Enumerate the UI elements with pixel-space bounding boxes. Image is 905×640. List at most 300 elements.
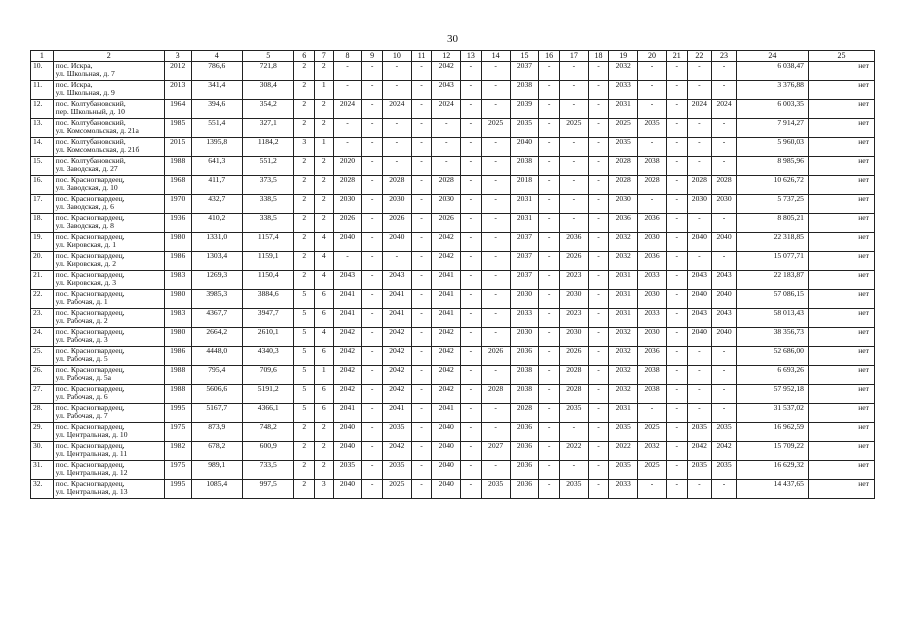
table-cell: 2042	[333, 385, 362, 404]
flag-cell: нет	[808, 100, 874, 119]
flag-cell: нет	[808, 176, 874, 195]
table-cell: -	[712, 214, 737, 233]
cost-cell: 15 077,71	[736, 252, 808, 271]
flag-cell: нет	[808, 404, 874, 423]
table-cell: 2042	[432, 366, 461, 385]
flag-cell: нет	[808, 271, 874, 290]
table-cell: 2024	[432, 100, 461, 119]
table-cell: -	[588, 100, 609, 119]
table-cell: 2025	[638, 423, 667, 442]
table-cell: 2	[294, 461, 315, 480]
table-cell: -	[411, 309, 432, 328]
cost-cell: 5 960,03	[736, 138, 808, 157]
address-line: пос. Красногвардеец,	[55, 384, 125, 393]
table-cell: 4340,3	[243, 347, 294, 366]
table-cell: -	[687, 385, 712, 404]
table-cell: -	[539, 461, 560, 480]
table-cell: 373,5	[243, 176, 294, 195]
table-cell: 709,6	[243, 366, 294, 385]
row-number: 28.	[31, 404, 54, 423]
table-cell: 2038	[510, 157, 539, 176]
table-cell: 2035	[559, 480, 588, 499]
table-cell: 2033	[638, 271, 667, 290]
table-cell: 5	[294, 347, 315, 366]
table-cell: 1986	[164, 252, 191, 271]
table-cell: -	[362, 252, 383, 271]
address-cell	[53, 176, 164, 195]
table-cell: 5	[294, 385, 315, 404]
flag-cell: нет	[808, 366, 874, 385]
table-cell: 2032	[609, 252, 638, 271]
table-cell: 2	[294, 119, 315, 138]
cost-cell: 10 626,72	[736, 176, 808, 195]
table-cell: 2027	[481, 442, 510, 461]
table-cell: -	[461, 347, 482, 366]
column-number: 8	[333, 51, 362, 62]
table-cell: 2	[294, 271, 315, 290]
cost-cell: 6 003,35	[736, 100, 808, 119]
table-cell: 5	[294, 366, 315, 385]
table-cell: 1975	[164, 461, 191, 480]
table-cell: 2025	[382, 480, 411, 499]
table-cell: 997,5	[243, 480, 294, 499]
table-cell: -	[687, 252, 712, 271]
table-cell: 2	[294, 62, 315, 81]
table-cell: -	[712, 62, 737, 81]
table-cell: -	[481, 309, 510, 328]
table-cell: -	[666, 62, 687, 81]
table-cell: -	[559, 214, 588, 233]
table-cell: -	[362, 176, 383, 195]
table-cell: 2	[294, 176, 315, 195]
table-cell: -	[362, 404, 383, 423]
table-cell: -	[411, 214, 432, 233]
address-line: пос. Красногвардеец,	[55, 403, 125, 412]
table-cell: 4448,0	[191, 347, 242, 366]
table-cell: -	[461, 480, 482, 499]
address-line: пос. Колтубановский,	[55, 99, 126, 108]
table-cell: 341,4	[191, 81, 242, 100]
table-cell: 4367,7	[191, 309, 242, 328]
table-cell: 2035	[559, 404, 588, 423]
column-number: 15	[510, 51, 539, 62]
table-cell: -	[666, 366, 687, 385]
table-cell: 795,4	[191, 366, 242, 385]
table-cell: 2036	[638, 347, 667, 366]
table-cell: 2037	[510, 252, 539, 271]
table-cell: -	[481, 252, 510, 271]
cost-cell: 15 709,22	[736, 442, 808, 461]
table-cell: -	[588, 442, 609, 461]
table-cell: 2028	[432, 176, 461, 195]
row-number: 13.	[31, 119, 54, 138]
table-cell: 2026	[559, 252, 588, 271]
address-cell	[53, 328, 164, 347]
table-cell: 2030	[559, 328, 588, 347]
table-cell: -	[461, 119, 482, 138]
table-cell: -	[382, 252, 411, 271]
table-cell: 2032	[638, 442, 667, 461]
table-cell: 2024	[712, 100, 737, 119]
table-cell: 2042	[333, 328, 362, 347]
table-cell: -	[411, 157, 432, 176]
table-cell: -	[666, 100, 687, 119]
table-cell: 2035	[609, 138, 638, 157]
table-cell: 2031	[609, 271, 638, 290]
table-cell: 2036	[510, 347, 539, 366]
address-line: пос. Красногвардеец,	[55, 327, 125, 336]
cost-cell: 7 914,27	[736, 119, 808, 138]
table-cell: -	[539, 480, 560, 499]
table-cell: -	[588, 119, 609, 138]
column-number: 23	[712, 51, 737, 62]
table-cell: -	[481, 233, 510, 252]
address-line: пос. Красногвардеец,	[55, 479, 125, 488]
table-body	[31, 51, 875, 499]
row-number: 29.	[31, 423, 54, 442]
table-cell: 2	[294, 480, 315, 499]
table-cell: 2043	[333, 271, 362, 290]
table-cell: -	[411, 271, 432, 290]
cost-cell: 57 952,18	[736, 385, 808, 404]
table-cell: 2030	[510, 290, 539, 309]
table-cell: 2036	[559, 233, 588, 252]
column-number: 19	[609, 51, 638, 62]
table-cell: -	[712, 81, 737, 100]
table-cell: 748,2	[243, 423, 294, 442]
flag-cell: нет	[808, 252, 874, 271]
table-cell: -	[588, 423, 609, 442]
table-cell: -	[362, 385, 383, 404]
table-cell: 2041	[432, 290, 461, 309]
address-line: ул. Рабочая, д. 6	[55, 392, 108, 402]
table-cell: 873,9	[191, 423, 242, 442]
table-row	[31, 442, 875, 461]
table-cell: -	[461, 62, 482, 81]
table-cell: -	[411, 442, 432, 461]
table-cell: 308,4	[243, 81, 294, 100]
table-cell: 2040	[432, 480, 461, 499]
table-cell: -	[461, 81, 482, 100]
table-cell: 2037	[510, 62, 539, 81]
table-cell: 1085,4	[191, 480, 242, 499]
table-cell: -	[712, 366, 737, 385]
table-cell: 2026	[432, 214, 461, 233]
table-cell: 1159,1	[243, 252, 294, 271]
table-cell: 2028	[687, 176, 712, 195]
table-cell: -	[588, 309, 609, 328]
table-cell: 2038	[638, 385, 667, 404]
address-line: пос. Красногвардеец,	[55, 441, 125, 450]
table-cell: 2015	[164, 138, 191, 157]
table-cell: 1970	[164, 195, 191, 214]
table-cell: 2026	[559, 347, 588, 366]
table-cell: -	[712, 404, 737, 423]
table-cell: -	[362, 195, 383, 214]
table-cell: 1983	[164, 309, 191, 328]
table-cell: -	[559, 423, 588, 442]
table-cell: -	[362, 442, 383, 461]
address-line: ул. Центральная, д. 12	[55, 468, 128, 478]
table-cell: 2041	[382, 404, 411, 423]
table-cell: 2030	[510, 328, 539, 347]
table-cell: 1964	[164, 100, 191, 119]
row-number: 25.	[31, 347, 54, 366]
table-cell: -	[588, 461, 609, 480]
table-cell: 2	[294, 81, 315, 100]
address-line: ул. Рабочая, д. 2	[55, 316, 108, 326]
address-line: ул. Кировская, д. 2	[55, 259, 117, 269]
row-number: 15.	[31, 157, 54, 176]
table-cell: 2	[294, 233, 315, 252]
table-cell: 2035	[687, 461, 712, 480]
row-number: 24.	[31, 328, 54, 347]
row-number: 18.	[31, 214, 54, 233]
table-cell: 2028	[333, 176, 362, 195]
table-cell: -	[687, 157, 712, 176]
table-cell: -	[461, 100, 482, 119]
table-cell: -	[411, 100, 432, 119]
table-cell: 1150,4	[243, 271, 294, 290]
table-cell: -	[666, 138, 687, 157]
table-cell: -	[559, 195, 588, 214]
table-cell: 338,5	[243, 195, 294, 214]
table-cell: 2	[315, 195, 334, 214]
address-line: ул. Комсомольская, д. 21а	[55, 126, 139, 136]
table-cell: 2	[294, 214, 315, 233]
table-cell: -	[362, 290, 383, 309]
table-cell: 2025	[638, 461, 667, 480]
table-cell: 1980	[164, 233, 191, 252]
table-cell: 6	[315, 347, 334, 366]
address-cell	[53, 480, 164, 499]
flag-cell: нет	[808, 385, 874, 404]
table-cell: 2043	[712, 271, 737, 290]
table-cell: 2038	[638, 157, 667, 176]
table-cell: -	[638, 81, 667, 100]
table-cell: -	[666, 423, 687, 442]
table-row	[31, 461, 875, 480]
table-cell: 2028	[481, 385, 510, 404]
table-cell: 3	[294, 138, 315, 157]
row-number: 12.	[31, 100, 54, 119]
flag-cell: нет	[808, 423, 874, 442]
table-cell: 2023	[559, 309, 588, 328]
table-cell: -	[411, 290, 432, 309]
table-row	[31, 404, 875, 423]
table-cell: 2025	[481, 119, 510, 138]
table-cell: -	[539, 404, 560, 423]
table-cell: 2	[315, 176, 334, 195]
table-cell: 721,8	[243, 62, 294, 81]
table-cell: -	[539, 442, 560, 461]
table-cell: 2026	[382, 214, 411, 233]
column-number: 5	[243, 51, 294, 62]
table-cell: -	[539, 271, 560, 290]
table-row	[31, 347, 875, 366]
table-cell: -	[539, 385, 560, 404]
table-cell: 3884,6	[243, 290, 294, 309]
table-cell: -	[481, 62, 510, 81]
table-cell: -	[362, 119, 383, 138]
table-cell: 2042	[382, 442, 411, 461]
table-row	[31, 385, 875, 404]
address-line: пер. Школьный, д. 10	[55, 107, 125, 117]
row-number: 32.	[31, 480, 54, 499]
table-row	[31, 138, 875, 157]
column-number: 22	[687, 51, 712, 62]
flag-cell: нет	[808, 233, 874, 252]
table-cell: 4	[315, 328, 334, 347]
table-cell: 2030	[638, 328, 667, 347]
table-cell: -	[687, 214, 712, 233]
table-cell: 2041	[432, 271, 461, 290]
table-cell: 2040	[687, 233, 712, 252]
address-line: пос. Искра,	[55, 61, 93, 70]
table-cell: 2025	[609, 119, 638, 138]
table-cell: 1985	[164, 119, 191, 138]
address-cell	[53, 138, 164, 157]
table-cell: -	[382, 81, 411, 100]
flag-cell: нет	[808, 309, 874, 328]
table-cell: 2024	[687, 100, 712, 119]
table-cell: 2030	[609, 195, 638, 214]
cost-cell: 3 376,88	[736, 81, 808, 100]
table-cell: 2043	[687, 309, 712, 328]
table-row	[31, 176, 875, 195]
address-cell	[53, 404, 164, 423]
table-cell: -	[333, 252, 362, 271]
address-cell	[53, 347, 164, 366]
table-cell: 989,1	[191, 461, 242, 480]
table-cell: 1986	[164, 347, 191, 366]
table-cell: -	[666, 119, 687, 138]
table-cell: 2035	[712, 461, 737, 480]
address-line: пос. Красногвардеец,	[55, 232, 125, 241]
table-cell: -	[362, 233, 383, 252]
table-cell: -	[432, 157, 461, 176]
table-cell: 3947,7	[243, 309, 294, 328]
flag-cell: нет	[808, 214, 874, 233]
table-cell: 2040	[432, 461, 461, 480]
table-cell: -	[411, 423, 432, 442]
table-cell: -	[559, 138, 588, 157]
address-line: ул. Кировская, д. 3	[55, 278, 117, 288]
table-cell: 2028	[559, 385, 588, 404]
table-cell: -	[461, 366, 482, 385]
table-cell: -	[588, 214, 609, 233]
table-row	[31, 214, 875, 233]
table-cell: 2018	[510, 176, 539, 195]
table-cell: 2038	[510, 81, 539, 100]
table-cell: 551,4	[191, 119, 242, 138]
table-cell: 4	[315, 271, 334, 290]
table-cell: 2026	[481, 347, 510, 366]
table-cell: -	[481, 366, 510, 385]
table-cell: -	[481, 290, 510, 309]
row-number: 17.	[31, 195, 54, 214]
table-cell: 2030	[687, 195, 712, 214]
address-line: ул. Рабочая, д. 7	[55, 411, 108, 421]
table-cell: -	[481, 157, 510, 176]
address-cell	[53, 461, 164, 480]
table-cell: 1988	[164, 157, 191, 176]
table-cell: 5606,6	[191, 385, 242, 404]
table-cell: -	[539, 81, 560, 100]
row-number: 26.	[31, 366, 54, 385]
table-cell: -	[432, 138, 461, 157]
address-line: ул. Заводская, д. 27	[55, 164, 118, 174]
cost-cell: 52 686,00	[736, 347, 808, 366]
table-cell: -	[481, 404, 510, 423]
cost-cell: 6 693,26	[736, 366, 808, 385]
table-cell: 6	[315, 404, 334, 423]
table-cell: 2041	[382, 290, 411, 309]
table-cell: -	[411, 328, 432, 347]
table-cell: -	[411, 233, 432, 252]
table-cell: 1988	[164, 366, 191, 385]
table-cell: 2	[315, 461, 334, 480]
table-cell: -	[539, 309, 560, 328]
flag-cell: нет	[808, 195, 874, 214]
table-cell: -	[687, 119, 712, 138]
table-cell: -	[411, 176, 432, 195]
column-number: 9	[362, 51, 383, 62]
table-cell: 410,2	[191, 214, 242, 233]
table-cell: 2028	[559, 366, 588, 385]
table-cell: 2035	[510, 119, 539, 138]
table-cell: 1995	[164, 480, 191, 499]
table-cell: 5	[294, 309, 315, 328]
table-cell: 2025	[559, 119, 588, 138]
table-cell: -	[481, 100, 510, 119]
row-number: 30.	[31, 442, 54, 461]
table-cell: 2036	[638, 214, 667, 233]
table-cell: -	[666, 347, 687, 366]
table-cell: -	[666, 252, 687, 271]
address-cell	[53, 366, 164, 385]
table-cell: 2032	[609, 328, 638, 347]
table-cell: -	[539, 423, 560, 442]
column-number: 4	[191, 51, 242, 62]
table-cell: -	[588, 480, 609, 499]
table-cell: -	[687, 347, 712, 366]
column-number: 2	[53, 51, 164, 62]
table-cell: 2040	[382, 233, 411, 252]
table-cell: -	[539, 366, 560, 385]
table-cell: -	[362, 461, 383, 480]
table-cell: 2030	[559, 290, 588, 309]
table-cell: 1395,8	[191, 138, 242, 157]
table-cell: -	[411, 252, 432, 271]
table-cell: -	[481, 176, 510, 195]
flag-cell: нет	[808, 157, 874, 176]
table-cell: 2042	[432, 347, 461, 366]
address-line: пос. Красногвардеец,	[55, 270, 125, 279]
table-cell: 2042	[432, 62, 461, 81]
table-row	[31, 252, 875, 271]
table-cell: 2042	[333, 366, 362, 385]
table-cell: -	[559, 81, 588, 100]
cost-cell: 38 356,73	[736, 328, 808, 347]
table-cell: 2040	[510, 138, 539, 157]
flag-cell: нет	[808, 461, 874, 480]
table-cell: 2042	[432, 328, 461, 347]
row-number: 31.	[31, 461, 54, 480]
table-cell: 600,9	[243, 442, 294, 461]
table-cell: -	[461, 233, 482, 252]
table-cell: 1936	[164, 214, 191, 233]
